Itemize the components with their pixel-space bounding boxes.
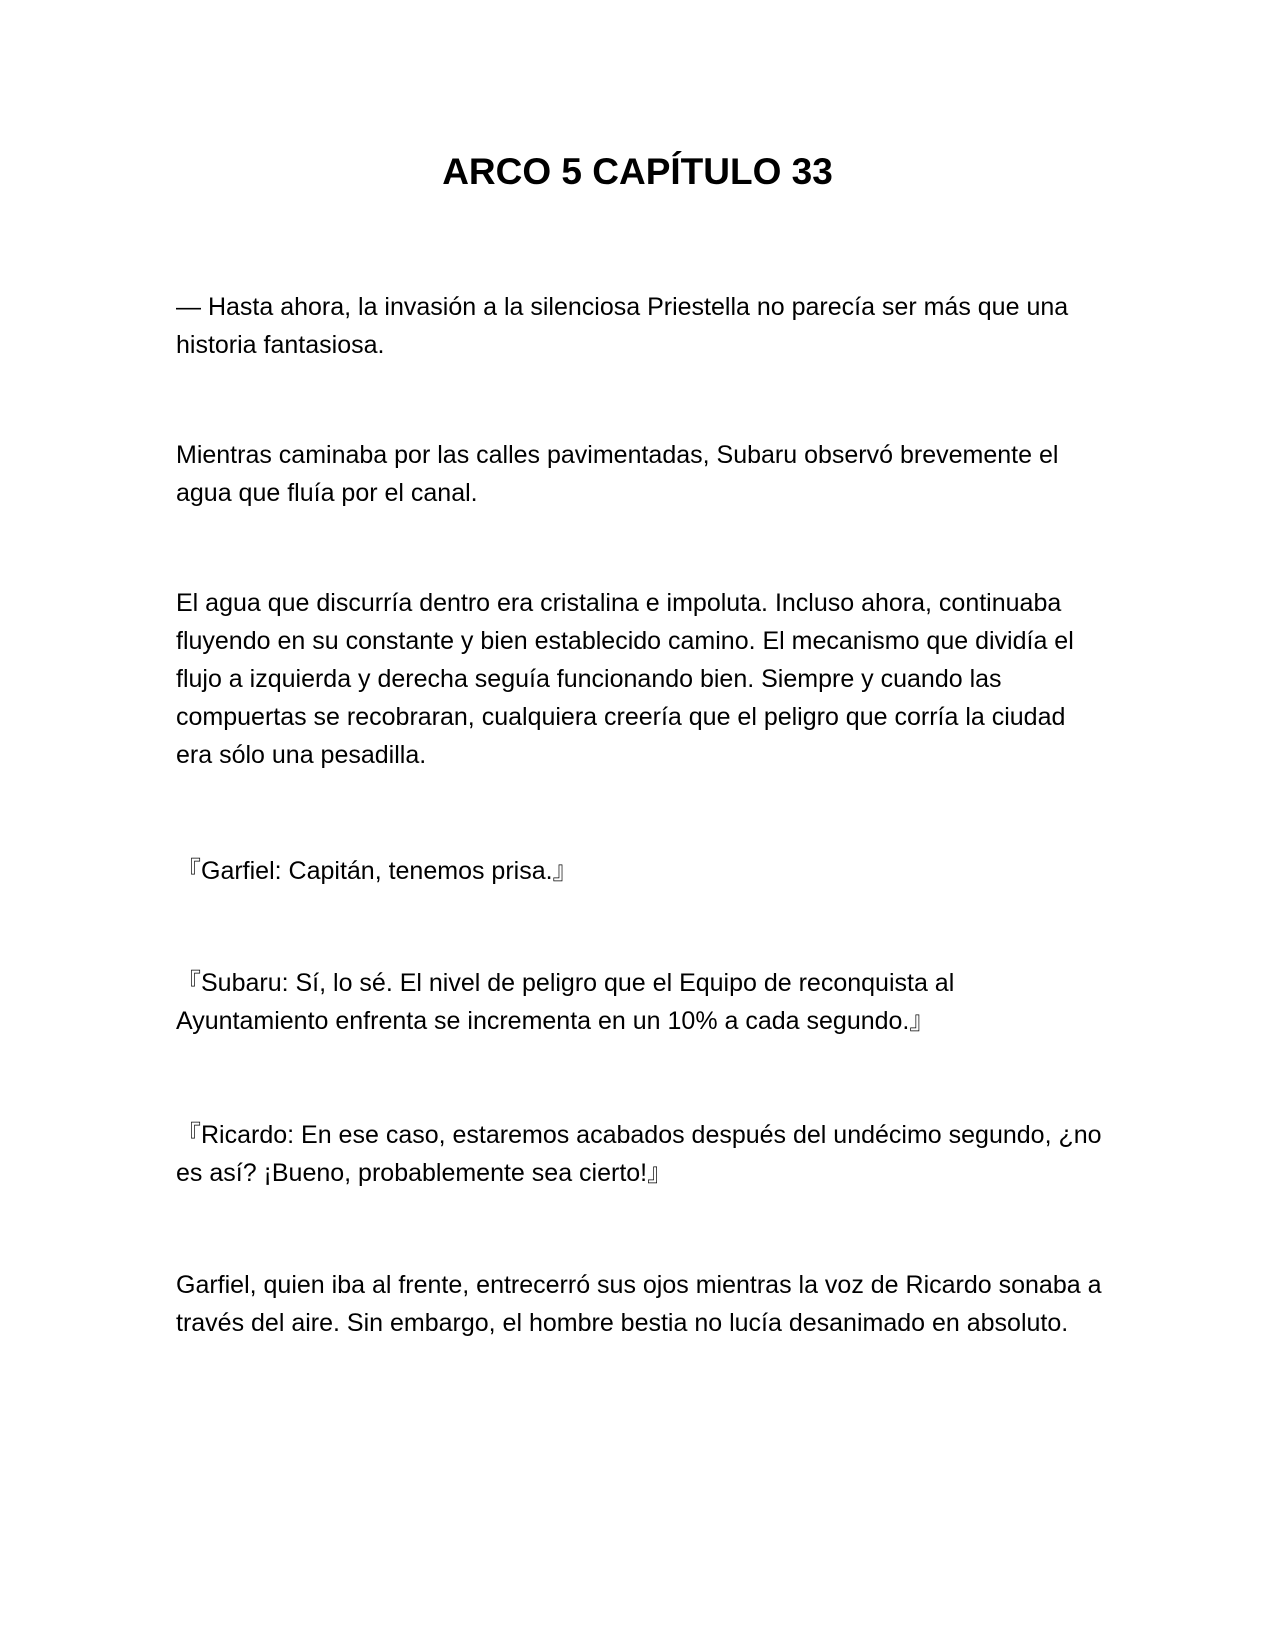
paragraph-dialogue-garfiel: 『Garfiel: Capitán, tenemos prisa.』 — [176, 857, 578, 885]
paragraph-narration-3: El agua que discurría dentro era cristalina e impoluta. Incluso ahora, continuaba fluyendo en su constante y bien establecido camino. El mecanismo que dividía el flujo a izquierda y derecha seguía funcionando bien. Siempre y cuando las compuertas se recobraran, cualquiera creería que el peligro que corría la ciudad era sólo una pesadilla. — [176, 589, 1074, 769]
paragraph-narration-2: Mientras caminaba por las calles pavimentadas, Subaru observó brevemente el agua que fluía por el canal. — [176, 441, 1059, 507]
chapter-title: ARCO 5 CAPÍTULO 33 — [442, 151, 833, 192]
paragraph-narration-1: — Hasta ahora, la invasión a la silenciosa Priestella no parecía ser más que una historia fantasiosa. — [176, 293, 1069, 359]
paragraph-dialogue-subaru: 『Subaru: Sí, lo sé. El nivel de peligro que el Equipo de reconquista al Ayuntamiento enfrenta se incrementa en un 10% a cada segundo.』 — [176, 969, 955, 1035]
paragraph-dialogue-ricardo: 『Ricardo: En ese caso, estaremos acabados después del undécimo segundo, ¿no es así? ¡Bueno, probablemente sea cierto!』 — [176, 1121, 1102, 1187]
paragraph-narration-4: Garfiel, quien iba al frente, entrecerró sus ojos mientras la voz de Ricardo sonaba a través del aire. Sin embargo, el hombre bestia no lucía desanimado en absoluto. — [176, 1271, 1102, 1337]
